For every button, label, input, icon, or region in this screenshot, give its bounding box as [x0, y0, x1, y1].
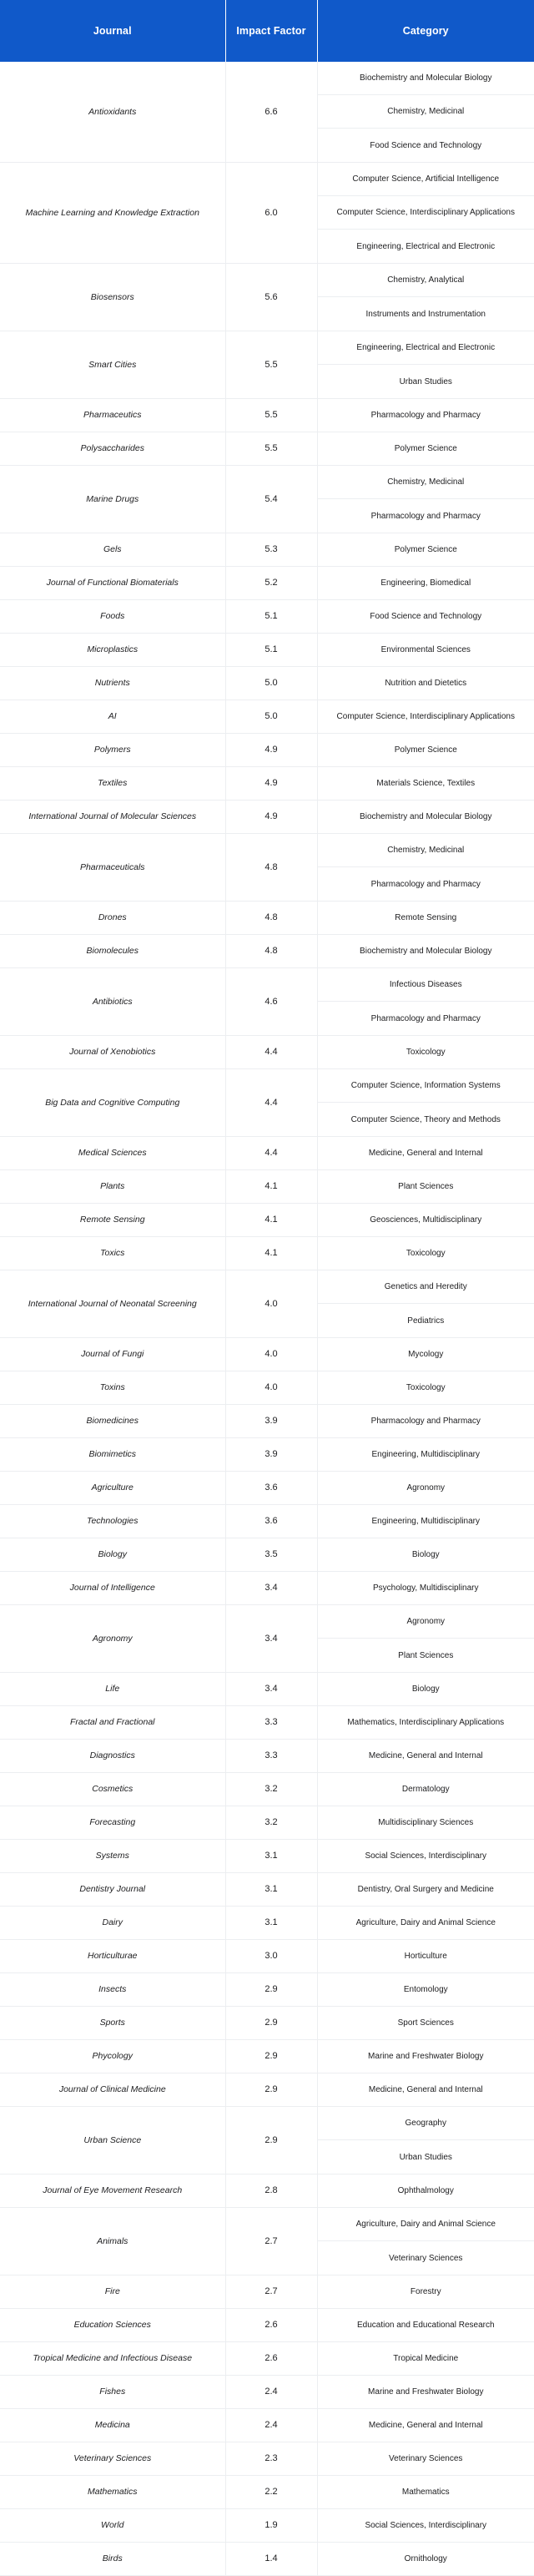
journal-name-cell: Fishes [0, 2376, 225, 2409]
category-cell: Medicine, General and Internal [317, 1740, 534, 1773]
table-body [0, 62, 534, 2576]
category-cell: Dermatology [317, 1773, 534, 1806]
category-cell [317, 1069, 534, 1137]
impact-factor-cell: 5.4 [225, 466, 317, 533]
category-cell: Biology [317, 1538, 534, 1572]
journal-name-cell: Birds [0, 2543, 225, 2576]
category-cell: Veterinary Sciences [317, 2442, 534, 2476]
category-sub-item: Pharmacology and Pharmacy [318, 867, 534, 901]
journal-name-cell: Horticulturae [0, 1940, 225, 1973]
journal-name-cell: Journal of Fungi [0, 1338, 225, 1371]
category-cell: Agriculture, Dairy and Animal Science [317, 1907, 534, 1940]
table-row [0, 1472, 534, 1505]
impact-factor-cell: 3.9 [225, 1405, 317, 1438]
category-sub-item: Geography [318, 2107, 534, 2140]
impact-factor-cell: 2.9 [225, 2007, 317, 2040]
category-cell: Environmental Sciences [317, 634, 534, 667]
impact-factor-cell: 3.6 [225, 1472, 317, 1505]
journal-name-cell: Machine Learning and Knowledge Extraction [0, 163, 225, 264]
journal-name-cell: Gels [0, 533, 225, 567]
table-row [0, 1036, 534, 1069]
impact-factor-cell: 4.1 [225, 1237, 317, 1270]
impact-factor-cell: 3.1 [225, 1873, 317, 1907]
category-sub-item: Agriculture, Dairy and Animal Science [318, 2208, 534, 2241]
category-cell [317, 62, 534, 163]
category-cell [317, 163, 534, 264]
category-cell: Computer Science, Interdisciplinary Applications [317, 700, 534, 734]
impact-factor-cell: 5.0 [225, 700, 317, 734]
journal-name-cell: Smart Cities [0, 331, 225, 399]
category-cell [317, 264, 534, 331]
impact-factor-cell: 4.1 [225, 1170, 317, 1204]
table-row [0, 1237, 534, 1270]
category-sub-item: Infectious Diseases [318, 968, 534, 1002]
impact-factor-cell: 6.6 [225, 62, 317, 163]
impact-factor-cell: 5.3 [225, 533, 317, 567]
table-row [0, 2376, 534, 2409]
table-header-row [0, 0, 534, 62]
journal-name-cell: Biomolecules [0, 935, 225, 968]
category-cell: Biology [317, 1673, 534, 1706]
category-cell: Entomology [317, 1973, 534, 2007]
category-cell: Marine and Freshwater Biology [317, 2040, 534, 2073]
journal-name-cell: International Journal of Neonatal Screening [0, 1270, 225, 1338]
category-sub-item: Engineering, Electrical and Electronic [318, 230, 534, 263]
category-cell: Agronomy [317, 1472, 534, 1505]
impact-factor-cell: 3.4 [225, 1605, 317, 1673]
journal-name-cell: Textiles [0, 767, 225, 801]
journal-name-cell: Journal of Eye Movement Research [0, 2174, 225, 2208]
table-row [0, 734, 534, 767]
category-cell: Marine and Freshwater Biology [317, 2376, 534, 2409]
category-cell: Social Sciences, Interdisciplinary [317, 1840, 534, 1873]
category-cell: Polymer Science [317, 432, 534, 466]
table-row [0, 1338, 534, 1371]
impact-factor-cell: 4.4 [225, 1036, 317, 1069]
journal-name-cell: Biology [0, 1538, 225, 1572]
category-cell: Polymer Science [317, 734, 534, 767]
impact-factor-cell: 5.5 [225, 432, 317, 466]
impact-factor-cell: 3.3 [225, 1740, 317, 1773]
category-sub-item: Chemistry, Medicinal [318, 834, 534, 867]
impact-factor-cell: 4.6 [225, 968, 317, 1036]
impact-factor-cell: 5.1 [225, 634, 317, 667]
category-cell: Psychology, Multidisciplinary [317, 1572, 534, 1605]
impact-factor-cell: 3.1 [225, 1840, 317, 1873]
category-cell: Horticulture [317, 1940, 534, 1973]
category-sub-item: Biochemistry and Molecular Biology [318, 62, 534, 95]
category-cell: Nutrition and Dietetics [317, 667, 534, 700]
category-cell [317, 2208, 534, 2275]
table-row [0, 1438, 534, 1472]
category-cell: Food Science and Technology [317, 600, 534, 634]
table-row [0, 634, 534, 667]
column-header-category: Category [317, 0, 534, 62]
category-cell: Mycology [317, 1338, 534, 1371]
journal-name-cell: International Journal of Molecular Sciences [0, 801, 225, 834]
journal-name-cell: Urban Science [0, 2107, 225, 2174]
table-row [0, 2208, 534, 2275]
impact-factor-cell: 2.7 [225, 2208, 317, 2275]
category-sub-item: Computer Science, Theory and Methods [318, 1103, 534, 1136]
category-cell [317, 2107, 534, 2174]
impact-factor-cell: 4.9 [225, 734, 317, 767]
table-row [0, 902, 534, 935]
category-cell: Multidisciplinary Sciences [317, 1806, 534, 1840]
journal-name-cell: Microplastics [0, 634, 225, 667]
category-sub-item: Instruments and Instrumentation [318, 297, 534, 331]
table-row [0, 2409, 534, 2442]
journal-name-cell: Agronomy [0, 1605, 225, 1673]
impact-factor-cell: 3.0 [225, 1940, 317, 1973]
impact-factor-cell: 5.5 [225, 399, 317, 432]
column-header-impact-factor: Impact Factor [225, 0, 317, 62]
impact-factor-cell: 4.1 [225, 1204, 317, 1237]
journal-name-cell: Medical Sciences [0, 1137, 225, 1170]
impact-factor-cell: 3.3 [225, 1706, 317, 1740]
journal-name-cell: Fractal and Fractional [0, 1706, 225, 1740]
impact-factor-cell: 5.6 [225, 264, 317, 331]
journal-name-cell: Veterinary Sciences [0, 2442, 225, 2476]
journal-name-cell: Antibiotics [0, 968, 225, 1036]
journal-name-cell: Pharmaceuticals [0, 834, 225, 902]
impact-factor-cell: 3.2 [225, 1773, 317, 1806]
impact-factor-cell: 3.6 [225, 1505, 317, 1538]
table-row [0, 1706, 534, 1740]
journal-name-cell: Insects [0, 1973, 225, 2007]
table-row [0, 1538, 534, 1572]
category-cell: Social Sciences, Interdisciplinary [317, 2509, 534, 2543]
journal-name-cell: Fire [0, 2275, 225, 2309]
column-header-journal: Journal [0, 0, 225, 62]
impact-factor-cell: 5.5 [225, 331, 317, 399]
impact-factor-cell: 2.4 [225, 2409, 317, 2442]
table-row [0, 1940, 534, 1973]
impact-factor-cell: 4.9 [225, 801, 317, 834]
table-row [0, 1069, 534, 1137]
journal-name-cell: Animals [0, 2208, 225, 2275]
impact-factor-cell: 1.4 [225, 2543, 317, 2576]
table-row [0, 1840, 534, 1873]
impact-factor-cell: 2.6 [225, 2342, 317, 2376]
journal-name-cell: Toxins [0, 1371, 225, 1405]
table-row [0, 1204, 534, 1237]
impact-factor-cell: 3.9 [225, 1438, 317, 1472]
journal-name-cell: Pharmaceutics [0, 399, 225, 432]
category-sub-item: Computer Science, Interdisciplinary Applications [318, 196, 534, 230]
category-cell: Ophthalmology [317, 2174, 534, 2208]
table-row [0, 2442, 534, 2476]
table-row [0, 2342, 534, 2376]
category-sub-item: Agronomy [318, 1605, 534, 1639]
impact-factor-cell: 3.1 [225, 1907, 317, 1940]
journal-name-cell: Remote Sensing [0, 1204, 225, 1237]
impact-factor-cell: 4.0 [225, 1338, 317, 1371]
category-sub-item: Urban Studies [318, 365, 534, 398]
table-row [0, 801, 534, 834]
category-cell: Toxicology [317, 1371, 534, 1405]
journal-name-cell: Life [0, 1673, 225, 1706]
table-row [0, 2073, 534, 2107]
category-sub-item: Chemistry, Analytical [318, 264, 534, 297]
impact-factor-cell: 4.8 [225, 834, 317, 902]
category-sub-item: Food Science and Technology [318, 129, 534, 162]
table-row [0, 1740, 534, 1773]
journal-name-cell: Journal of Xenobiotics [0, 1036, 225, 1069]
table-row [0, 2275, 534, 2309]
category-cell: Mathematics, Interdisciplinary Applications [317, 1706, 534, 1740]
table-row [0, 700, 534, 734]
category-cell: Polymer Science [317, 533, 534, 567]
impact-factor-cell: 3.5 [225, 1538, 317, 1572]
category-sub-item: Engineering, Electrical and Electronic [318, 331, 534, 365]
journal-name-cell: Toxics [0, 1237, 225, 1270]
journal-name-cell: Cosmetics [0, 1773, 225, 1806]
journal-name-cell: Phycology [0, 2040, 225, 2073]
journal-name-cell: Mathematics [0, 2476, 225, 2509]
table-row [0, 667, 534, 700]
journal-name-cell: Education Sciences [0, 2309, 225, 2342]
category-cell [317, 1270, 534, 1338]
category-cell: Tropical Medicine [317, 2342, 534, 2376]
table-row [0, 163, 534, 264]
category-cell: Engineering, Biomedical [317, 567, 534, 600]
category-cell [317, 1605, 534, 1673]
journal-name-cell: Journal of Functional Biomaterials [0, 567, 225, 600]
category-cell [317, 968, 534, 1036]
table-row [0, 1907, 534, 1940]
impact-factor-cell: 2.8 [225, 2174, 317, 2208]
journal-name-cell: Biomimetics [0, 1438, 225, 1472]
category-cell [317, 466, 534, 533]
category-sub-item: Pharmacology and Pharmacy [318, 499, 534, 533]
table-row [0, 1773, 534, 1806]
table-row [0, 62, 534, 163]
journal-name-cell: Big Data and Cognitive Computing [0, 1069, 225, 1137]
table-row [0, 1973, 534, 2007]
impact-factor-cell: 2.6 [225, 2309, 317, 2342]
category-cell: Education and Educational Research [317, 2309, 534, 2342]
category-cell: Medicine, General and Internal [317, 1137, 534, 1170]
impact-factor-cell: 4.8 [225, 902, 317, 935]
category-cell: Materials Science, Textiles [317, 767, 534, 801]
journal-name-cell: Marine Drugs [0, 466, 225, 533]
category-sub-item: Pharmacology and Pharmacy [318, 1002, 534, 1035]
category-sub-item: Pediatrics [318, 1304, 534, 1337]
journal-name-cell: World [0, 2509, 225, 2543]
category-sub-item: Computer Science, Artificial Intelligence [318, 163, 534, 196]
table-header [0, 0, 534, 62]
category-cell: Pharmacology and Pharmacy [317, 1405, 534, 1438]
journal-name-cell: Dentistry Journal [0, 1873, 225, 1907]
category-cell: Biochemistry and Molecular Biology [317, 935, 534, 968]
impact-factor-cell: 2.2 [225, 2476, 317, 2509]
category-sub-item: Plant Sciences [318, 1639, 534, 1672]
category-sub-item: Chemistry, Medicinal [318, 95, 534, 129]
category-cell: Engineering, Multidisciplinary [317, 1505, 534, 1538]
impact-factor-cell: 1.9 [225, 2509, 317, 2543]
category-sub-item: Computer Science, Information Systems [318, 1069, 534, 1103]
category-cell [317, 331, 534, 399]
table-row [0, 1873, 534, 1907]
journal-name-cell: Polysaccharides [0, 432, 225, 466]
category-cell: Plant Sciences [317, 1170, 534, 1204]
journal-name-cell: Agriculture [0, 1472, 225, 1505]
category-cell: Biochemistry and Molecular Biology [317, 801, 534, 834]
table-row [0, 1371, 534, 1405]
table-row [0, 767, 534, 801]
journal-name-cell: Dairy [0, 1907, 225, 1940]
journal-name-cell: Medicina [0, 2409, 225, 2442]
category-cell: Toxicology [317, 1036, 534, 1069]
table-row [0, 1170, 534, 1204]
table-row [0, 533, 534, 567]
category-cell: Ornithology [317, 2543, 534, 2576]
category-cell: Medicine, General and Internal [317, 2409, 534, 2442]
impact-factor-cell: 2.9 [225, 2107, 317, 2174]
journal-name-cell: Antioxidants [0, 62, 225, 163]
journal-name-cell: AI [0, 700, 225, 734]
category-cell [317, 834, 534, 902]
impact-factor-cell: 4.8 [225, 935, 317, 968]
table-row [0, 331, 534, 399]
table-row [0, 600, 534, 634]
impact-factor-cell: 5.2 [225, 567, 317, 600]
impact-factor-cell: 5.1 [225, 600, 317, 634]
category-cell: Medicine, General and Internal [317, 2073, 534, 2107]
table-row [0, 264, 534, 331]
impact-factor-cell: 4.4 [225, 1069, 317, 1137]
table-row [0, 834, 534, 902]
table-row [0, 399, 534, 432]
table-row [0, 2509, 534, 2543]
impact-factor-cell: 3.2 [225, 1806, 317, 1840]
table-row [0, 2476, 534, 2509]
impact-factor-cell: 4.4 [225, 1137, 317, 1170]
impact-factor-cell: 4.0 [225, 1270, 317, 1338]
impact-factor-cell: 3.4 [225, 1673, 317, 1706]
impact-factor-cell: 6.0 [225, 163, 317, 264]
table-row [0, 432, 534, 466]
category-cell: Geosciences, Multidisciplinary [317, 1204, 534, 1237]
journal-name-cell: Biomedicines [0, 1405, 225, 1438]
table-row [0, 968, 534, 1036]
journal-name-cell: Sports [0, 2007, 225, 2040]
table-row [0, 2107, 534, 2174]
table-row [0, 1572, 534, 1605]
journal-name-cell: Forecasting [0, 1806, 225, 1840]
category-sub-item: Urban Studies [318, 2140, 534, 2174]
journal-name-cell: Polymers [0, 734, 225, 767]
table-row [0, 466, 534, 533]
journal-name-cell: Journal of Clinical Medicine [0, 2073, 225, 2107]
impact-factor-cell: 2.7 [225, 2275, 317, 2309]
table-row [0, 567, 534, 600]
category-cell: Engineering, Multidisciplinary [317, 1438, 534, 1472]
category-cell: Toxicology [317, 1237, 534, 1270]
category-cell: Remote Sensing [317, 902, 534, 935]
impact-factor-cell: 4.0 [225, 1371, 317, 1405]
impact-factor-cell: 2.9 [225, 2073, 317, 2107]
table-row [0, 1405, 534, 1438]
journal-name-cell: Technologies [0, 1505, 225, 1538]
impact-factor-cell: 5.0 [225, 667, 317, 700]
table-row [0, 1505, 534, 1538]
table-row [0, 935, 534, 968]
journal-name-cell: Journal of Intelligence [0, 1572, 225, 1605]
category-cell: Forestry [317, 2275, 534, 2309]
category-cell: Sport Sciences [317, 2007, 534, 2040]
table-row [0, 2174, 534, 2208]
journal-name-cell: Plants [0, 1170, 225, 1204]
impact-factor-cell: 4.9 [225, 767, 317, 801]
table-row [0, 1605, 534, 1673]
impact-factor-cell: 3.4 [225, 1572, 317, 1605]
table-row [0, 2309, 534, 2342]
journal-name-cell: Systems [0, 1840, 225, 1873]
journal-name-cell: Diagnostics [0, 1740, 225, 1773]
category-cell: Pharmacology and Pharmacy [317, 399, 534, 432]
category-sub-item: Veterinary Sciences [318, 2241, 534, 2275]
impact-factor-cell: 2.9 [225, 1973, 317, 2007]
table-row [0, 1806, 534, 1840]
impact-factor-cell: 2.3 [225, 2442, 317, 2476]
category-sub-item: Chemistry, Medicinal [318, 466, 534, 499]
journal-name-cell: Drones [0, 902, 225, 935]
table-row [0, 2040, 534, 2073]
category-sub-item: Genetics and Heredity [318, 1270, 534, 1304]
impact-factor-cell: 2.9 [225, 2040, 317, 2073]
category-cell: Dentistry, Oral Surgery and Medicine [317, 1873, 534, 1907]
table-row [0, 1137, 534, 1170]
table-row [0, 1270, 534, 1338]
journal-name-cell: Tropical Medicine and Infectious Disease [0, 2342, 225, 2376]
journal-name-cell: Nutrients [0, 667, 225, 700]
table-row [0, 2007, 534, 2040]
category-cell: Mathematics [317, 2476, 534, 2509]
journal-name-cell: Biosensors [0, 264, 225, 331]
table-row [0, 1673, 534, 1706]
impact-factor-cell: 2.4 [225, 2376, 317, 2409]
journal-name-cell: Foods [0, 600, 225, 634]
